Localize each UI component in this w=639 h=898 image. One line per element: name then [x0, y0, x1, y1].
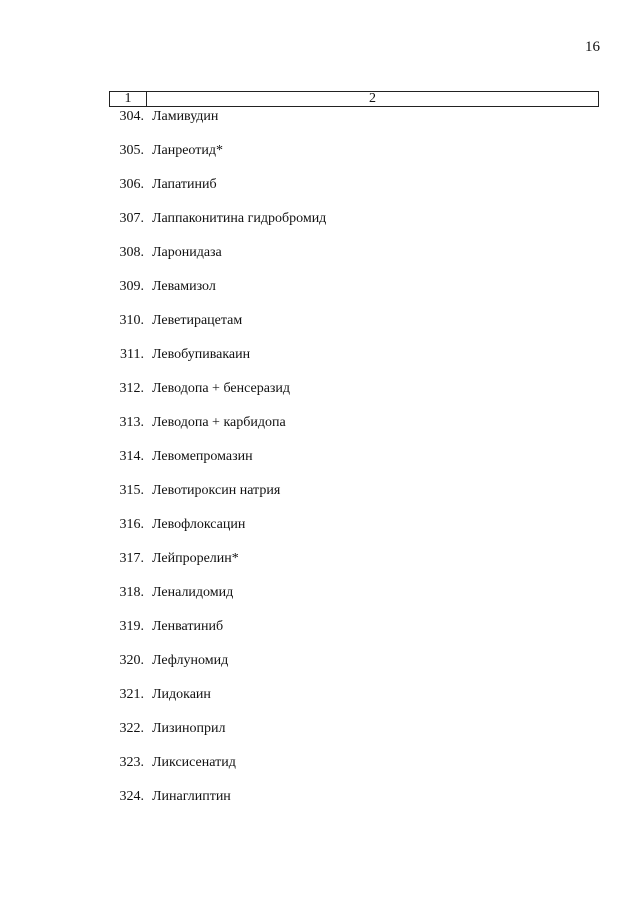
list-item	[0, 449, 639, 483]
entry-number: 318.	[119, 585, 144, 600]
entry-number: 308.	[119, 245, 144, 260]
entry-number: 311.	[120, 347, 144, 362]
list-item	[0, 211, 639, 245]
entry-name: Ларонидаза	[152, 245, 222, 260]
entry-name: Левофлоксацин	[152, 517, 246, 532]
entry-number: 322.	[119, 721, 144, 736]
entry-name: Ламивудин	[152, 109, 219, 124]
entry-name: Левамизол	[152, 279, 216, 294]
entry-name: Лаппаконитина гидробромид	[152, 211, 327, 226]
list-item	[0, 755, 639, 789]
entry-number: 320.	[119, 653, 144, 668]
entry-name: Лефлуномид	[152, 653, 229, 668]
list-item	[0, 653, 639, 687]
entry-name: Левотироксин натрия	[152, 483, 281, 498]
entry-number: 317.	[119, 551, 144, 566]
entry-number: 305.	[119, 143, 144, 158]
entry-name: Леводопа + карбидопа	[152, 415, 286, 430]
entry-number: 310.	[119, 313, 144, 328]
list-item	[0, 687, 639, 721]
list-item	[0, 517, 639, 551]
list-item	[0, 313, 639, 347]
entry-number: 306.	[119, 177, 144, 192]
entry-number: 324.	[119, 789, 144, 804]
table-header	[109, 91, 599, 107]
list-item	[0, 789, 639, 823]
list-item	[0, 109, 639, 143]
entry-number: 321.	[119, 687, 144, 702]
entry-number: 307.	[119, 211, 144, 226]
list-item	[0, 619, 639, 653]
entry-number: 304.	[119, 109, 144, 124]
entry-name: Ленватиниб	[152, 619, 224, 634]
list-item	[0, 415, 639, 449]
header-column-2: 2	[369, 91, 376, 106]
entry-name: Ликсисенатид	[152, 755, 236, 770]
entry-name: Линаглиптин	[152, 789, 231, 804]
list-item	[0, 279, 639, 313]
entry-name: Лидокаин	[152, 687, 211, 702]
list-item	[0, 245, 639, 279]
list-item	[0, 721, 639, 755]
list-item	[0, 347, 639, 381]
entry-number: 315.	[119, 483, 144, 498]
entry-name: Лапатиниб	[152, 177, 217, 192]
entry-number: 314.	[119, 449, 144, 464]
entry-name: Лейпрорелин*	[152, 551, 239, 566]
entry-number: 319.	[119, 619, 144, 634]
page-number: 16	[585, 39, 600, 55]
entry-number: 312.	[119, 381, 144, 396]
drug-list	[0, 109, 639, 823]
list-item	[0, 143, 639, 177]
entry-number: 309.	[119, 279, 144, 294]
list-item	[0, 585, 639, 619]
entry-name: Леналидомид	[152, 585, 234, 600]
list-item	[0, 551, 639, 585]
list-item	[0, 483, 639, 517]
entry-name: Левобупивакаин	[152, 347, 251, 362]
entry-number: 313.	[119, 415, 144, 430]
entry-number: 316.	[119, 517, 144, 532]
list-item	[0, 177, 639, 211]
list-item	[0, 381, 639, 415]
entry-name: Леводопа + бенсеразид	[152, 381, 291, 396]
entry-number: 323.	[119, 755, 144, 770]
header-column-1: 1	[110, 92, 147, 106]
entry-name: Леветирацетам	[152, 313, 243, 328]
entry-name: Ланреотид*	[152, 143, 223, 158]
entry-name: Лизиноприл	[152, 721, 226, 736]
entry-name: Левомепромазин	[152, 449, 253, 464]
